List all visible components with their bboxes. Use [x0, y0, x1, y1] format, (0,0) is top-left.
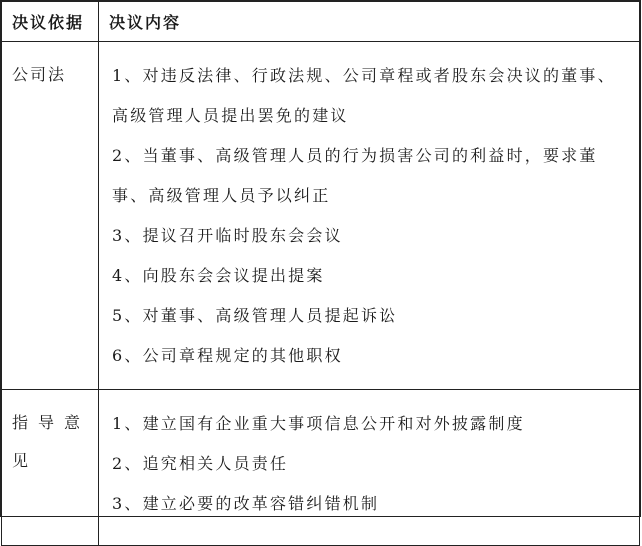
list-item: 2、追究相关人员责任 — [112, 454, 289, 473]
list-item: 1、建立国有企业重大事项信息公开和对外披露制度 — [112, 414, 525, 433]
list-item: 3、建立必要的改革容错纠错机制 — [112, 494, 380, 513]
resolution-table — [1, 1, 640, 546]
list-item: 6、公司章程规定的其他职权 — [112, 346, 343, 365]
content-cell-guidance — [99, 390, 640, 546]
list-item: 1、对违反法律、行政法规、公司章程或者股东会决议的董事、高级管理人员提出罢免的建议 — [112, 66, 616, 125]
basis-cell-guidance: 指导意见 — [2, 390, 99, 546]
list-item: 2、当董事、高级管理人员的行为损害公司的利益时，要求董事、高级管理人员予以纠正 — [112, 146, 598, 205]
basis-cell-company-law: 公司法 — [2, 42, 99, 390]
table-row — [2, 390, 640, 546]
table-header-row — [2, 2, 640, 42]
header-content: 决议内容 — [99, 2, 640, 42]
table-row — [2, 42, 640, 390]
content-cell-company-law — [99, 42, 640, 390]
list-item: 5、对董事、高级管理人员提起诉讼 — [112, 306, 398, 325]
list-item: 4、向股东会会议提出提案 — [112, 266, 325, 285]
header-basis: 决议依据 — [2, 2, 99, 42]
list-item: 3、提议召开临时股东会会议 — [112, 226, 343, 245]
